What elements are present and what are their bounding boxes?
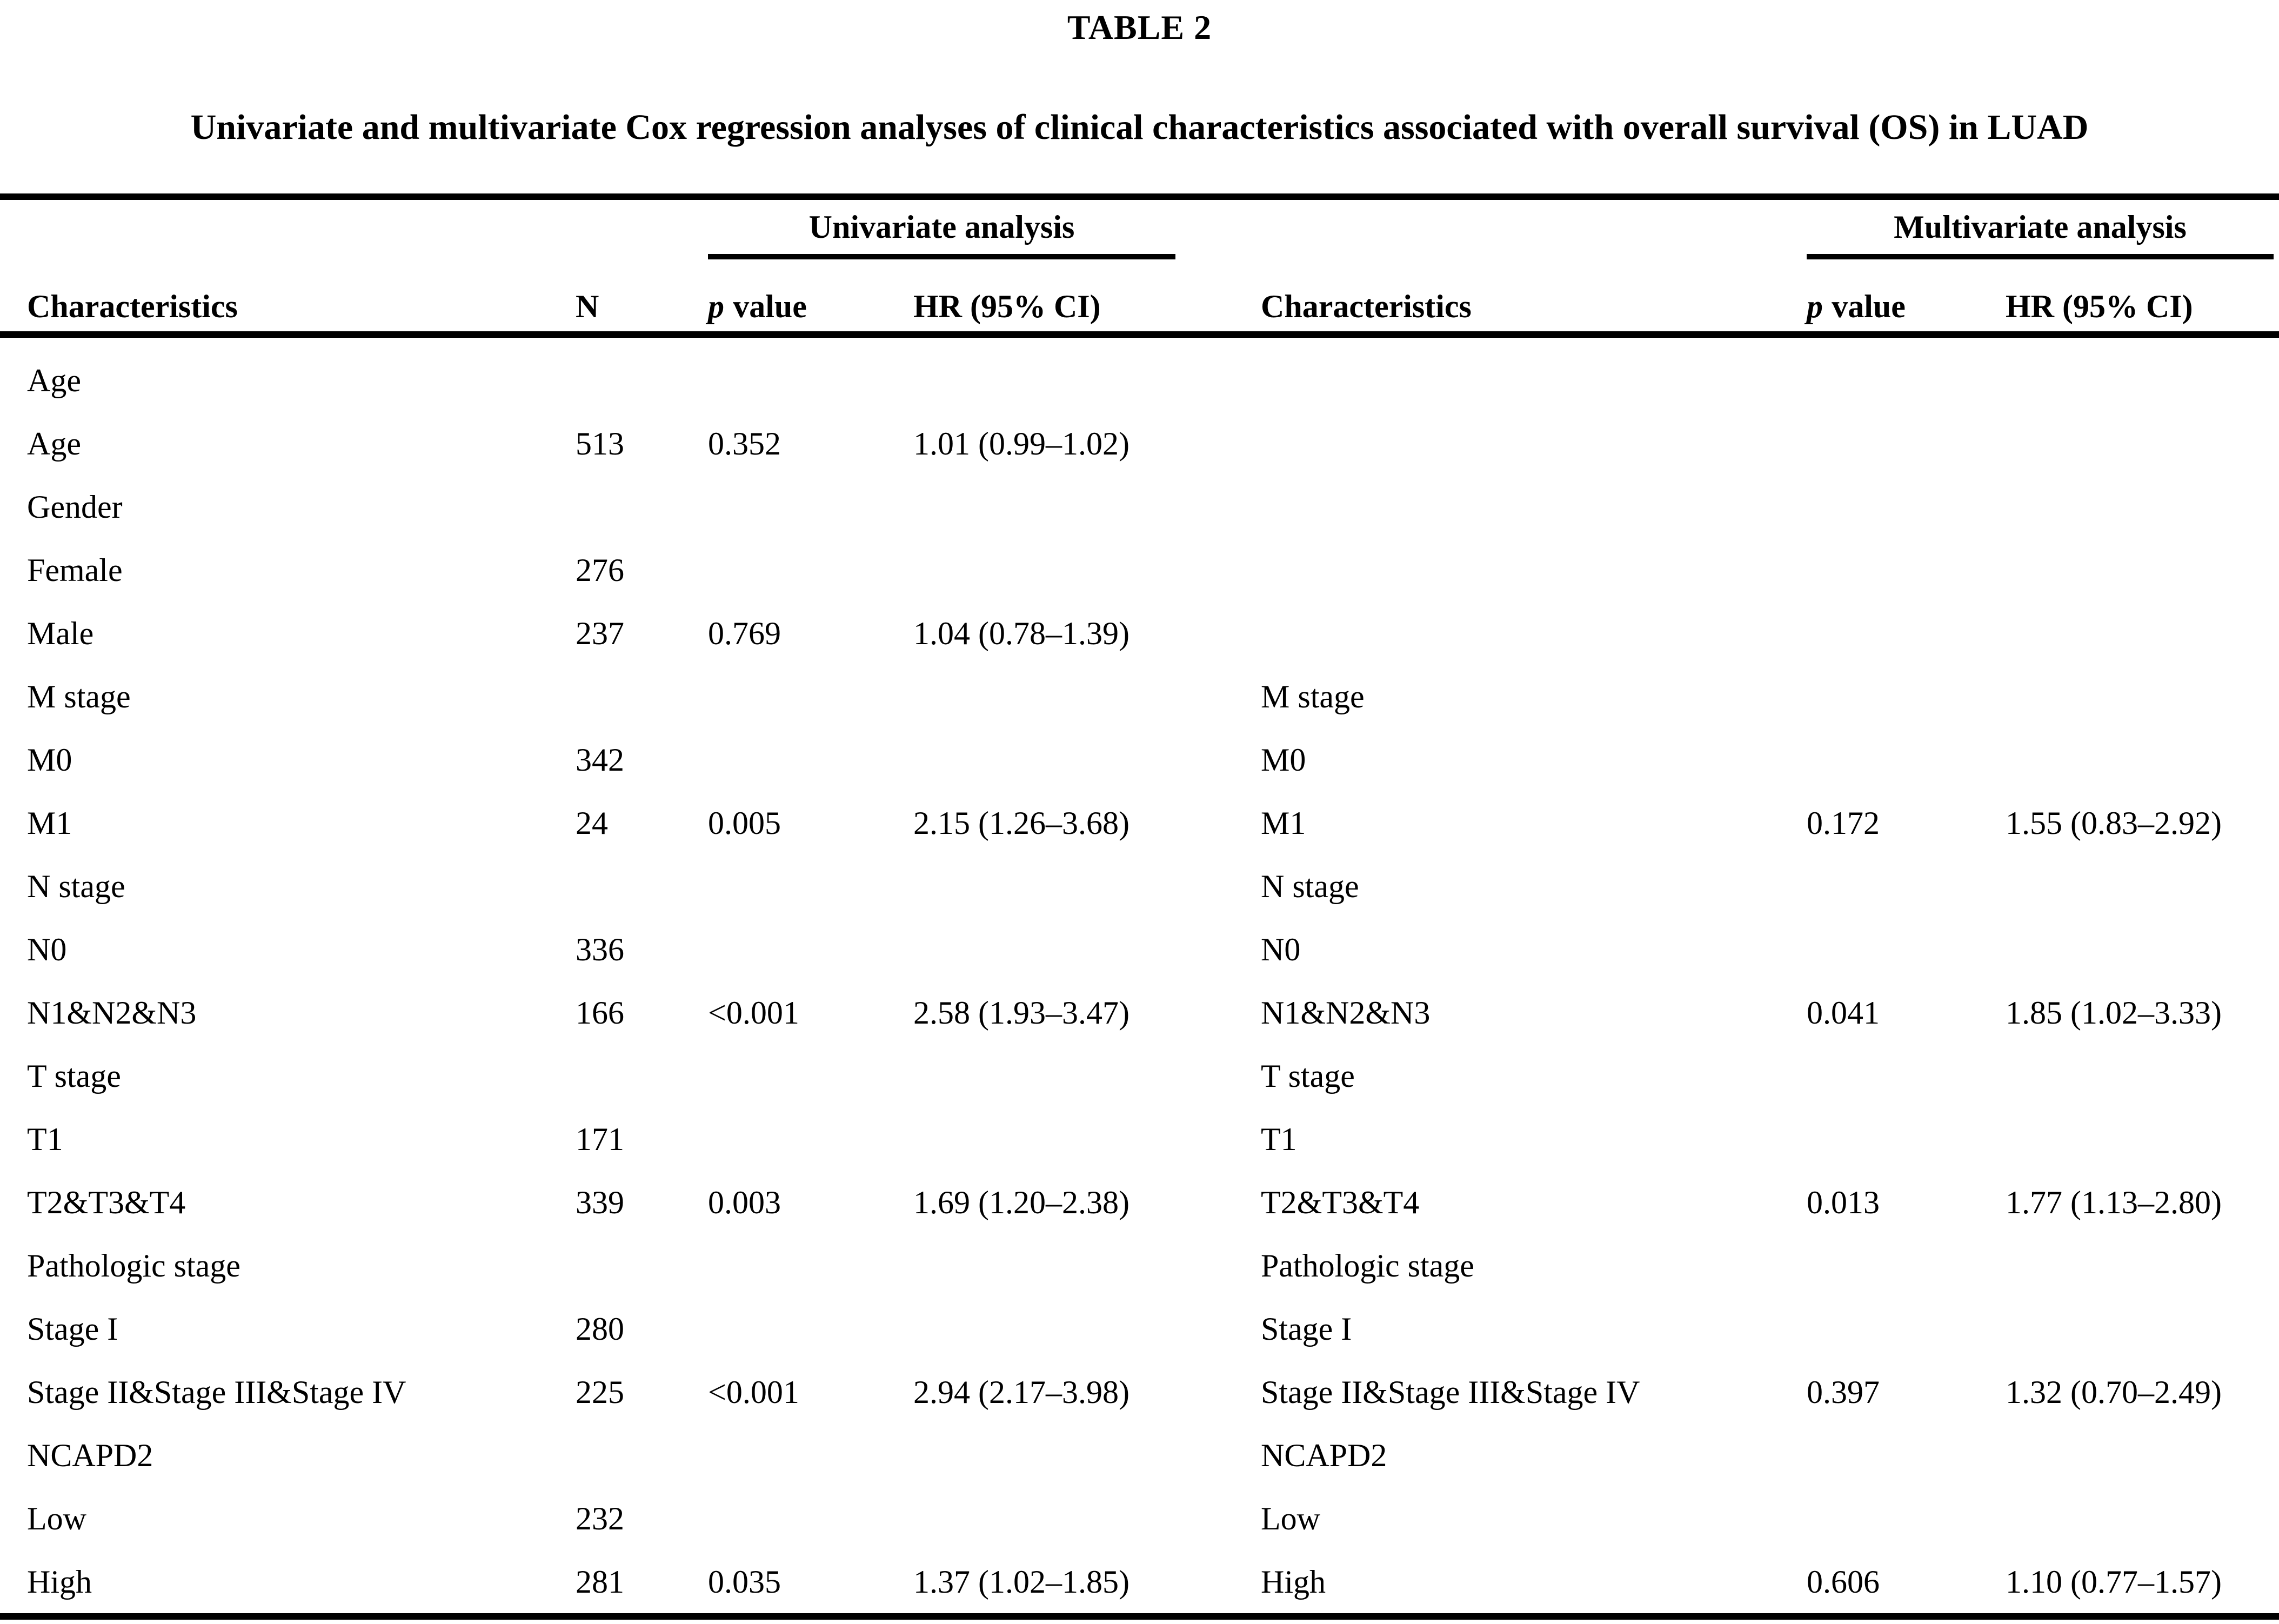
cell-characteristic-multi: T stage <box>1261 1058 1355 1094</box>
cell-characteristic-uni: T1 <box>27 1121 63 1157</box>
cell-hr-multi: 1.85 (1.02–3.33) <box>2006 994 2222 1031</box>
cell-n: 232 <box>576 1500 624 1536</box>
table-header <box>0 200 2279 331</box>
p-value-label-multi: value <box>1832 289 1906 324</box>
cell-hr-uni: 1.37 (1.02–1.85) <box>913 1563 1130 1600</box>
cell-p-multi <box>1807 665 2006 728</box>
gutter-cell <box>0 665 27 728</box>
cell-characteristic-uni: Low <box>27 1500 86 1536</box>
cell-p-uni <box>708 1487 913 1550</box>
cell-characteristic-multi: M0 <box>1261 741 1306 778</box>
cell-characteristic-uni: NCAPD2 <box>27 1437 153 1473</box>
cell-p-uni <box>708 665 913 728</box>
gutter-cell <box>0 475 27 538</box>
cell-characteristic-uni: Age <box>27 425 81 462</box>
cell-hr-multi <box>2006 538 2279 602</box>
univariate-group-header: Univariate analysis <box>708 200 1175 259</box>
cell-characteristic-uni: High <box>27 1563 92 1600</box>
cell-p-uni <box>708 475 913 538</box>
cell-hr-uni <box>913 1487 1261 1550</box>
cell-hr-uni: 2.58 (1.93–3.47) <box>913 994 1130 1031</box>
cell-p-multi <box>1807 854 2006 918</box>
cell-characteristic-uni: Gender <box>27 489 123 525</box>
cell-n: 339 <box>576 1184 624 1220</box>
cell-characteristic-multi <box>1261 538 1807 602</box>
cell-hr-uni: 1.01 (0.99–1.02) <box>913 425 1130 462</box>
p-value-label-uni: value <box>733 289 807 324</box>
gutter-cell <box>0 1234 27 1297</box>
cell-hr-multi <box>2006 412 2279 475</box>
cell-p-multi <box>1807 1044 2006 1107</box>
gutter-cell <box>0 728 27 791</box>
cell-p-uni <box>708 349 913 412</box>
cell-p-multi <box>1807 349 2006 412</box>
cell-hr-multi <box>2006 854 2279 918</box>
p-italic-uni: p <box>708 289 724 324</box>
gutter-cell <box>0 854 27 918</box>
cell-hr-multi <box>2006 1234 2279 1297</box>
cell-hr-multi: 1.55 (0.83–2.92) <box>2006 805 2222 841</box>
cell-p-multi: 0.606 <box>1807 1563 1880 1600</box>
cell-characteristic-uni: Stage II&Stage III&Stage IV <box>27 1374 406 1410</box>
cell-p-multi <box>1807 1107 2006 1171</box>
gutter-cell <box>0 791 27 854</box>
cell-n <box>576 854 708 918</box>
cell-characteristic-multi <box>1261 602 1807 665</box>
cell-p-uni: <0.001 <box>708 1374 799 1410</box>
cell-characteristic-multi: Stage I <box>1261 1311 1352 1347</box>
cell-characteristic-multi <box>1261 349 1807 412</box>
cell-p-multi <box>1807 475 2006 538</box>
cell-p-uni: 0.352 <box>708 425 781 462</box>
cell-characteristic-multi <box>1261 475 1807 538</box>
cell-hr-uni <box>913 1044 1261 1107</box>
cell-p-uni <box>708 1423 913 1487</box>
col-header-characteristics-uni: Characteristics <box>27 289 238 324</box>
cell-p-multi: 0.397 <box>1807 1374 1880 1410</box>
cell-characteristic-uni: N stage <box>27 868 125 904</box>
cell-hr-multi: 1.77 (1.13–2.80) <box>2006 1184 2222 1220</box>
cell-p-uni: <0.001 <box>708 994 799 1031</box>
cell-characteristic-uni: Pathologic stage <box>27 1247 240 1284</box>
cell-n: 24 <box>576 805 608 841</box>
cell-n: 336 <box>576 931 624 967</box>
cell-p-uni: 0.005 <box>708 805 781 841</box>
cell-p-uni <box>708 1044 913 1107</box>
col-header-n: N <box>576 289 599 324</box>
col-header-hr-multi: HR (95% CI) <box>2006 289 2193 324</box>
cell-n <box>576 475 708 538</box>
cell-hr-uni <box>913 349 1261 412</box>
cell-characteristic-uni: M1 <box>27 805 72 841</box>
cell-hr-multi <box>2006 918 2279 981</box>
gutter-cell <box>0 1107 27 1171</box>
cell-p-multi <box>1807 1234 2006 1297</box>
table-caption: Univariate and multivariate Cox regression analyses of clinical characteristics associated with overall survival (OS) in LUAD <box>190 108 2089 147</box>
cell-characteristic-uni: T2&T3&T4 <box>27 1184 186 1220</box>
cell-n: 237 <box>576 615 624 651</box>
col-header-p-value-uni <box>708 259 913 331</box>
cell-n: 166 <box>576 994 624 1031</box>
cell-hr-uni <box>913 1297 1261 1360</box>
cell-hr-uni <box>913 1423 1261 1487</box>
cell-n <box>576 349 708 412</box>
cell-n <box>576 1044 708 1107</box>
cell-characteristic-uni: T stage <box>27 1058 121 1094</box>
cell-characteristic-multi: N1&N2&N3 <box>1261 994 1431 1031</box>
cell-characteristic-multi: M1 <box>1261 805 1306 841</box>
cell-p-multi: 0.041 <box>1807 994 1880 1031</box>
cell-p-uni <box>708 538 913 602</box>
cell-p-multi <box>1807 1297 2006 1360</box>
cell-n: 513 <box>576 425 624 462</box>
cell-characteristic-multi: T2&T3&T4 <box>1261 1184 1420 1220</box>
cell-hr-uni: 1.04 (0.78–1.39) <box>913 615 1130 651</box>
gutter-cell <box>0 918 27 981</box>
cell-hr-uni <box>913 1107 1261 1171</box>
cell-p-multi <box>1807 538 2006 602</box>
cell-p-multi <box>1807 1487 2006 1550</box>
gutter-cell <box>0 602 27 665</box>
col-header-p-value-multi <box>1807 259 2006 331</box>
cell-hr-uni <box>913 538 1261 602</box>
cell-characteristic-multi: NCAPD2 <box>1261 1437 1387 1473</box>
cell-hr-uni: 2.15 (1.26–3.68) <box>913 805 1130 841</box>
gutter-cell <box>0 1487 27 1550</box>
cell-hr-multi: 1.32 (0.70–2.49) <box>2006 1374 2222 1410</box>
cell-n <box>576 665 708 728</box>
gutter-cell <box>0 981 27 1044</box>
gutter-cell <box>0 1423 27 1487</box>
cell-hr-uni <box>913 1234 1261 1297</box>
gutter-cell <box>0 1297 27 1360</box>
cell-n <box>576 1423 708 1487</box>
cell-characteristic-multi: N0 <box>1261 931 1301 967</box>
cell-n: 276 <box>576 552 624 588</box>
cell-characteristic-uni: Age <box>27 362 81 398</box>
cell-hr-multi <box>2006 1107 2279 1171</box>
cell-p-uni <box>708 728 913 791</box>
cell-p-uni <box>708 918 913 981</box>
gutter-cell <box>0 349 27 412</box>
cell-p-uni <box>708 1107 913 1171</box>
cell-p-uni <box>708 854 913 918</box>
gutter-cell <box>0 1044 27 1107</box>
cell-characteristic-multi <box>1261 412 1807 475</box>
col-header-characteristics-multi: Characteristics <box>1261 289 1472 324</box>
col-header-hr-uni: HR (95% CI) <box>913 289 1101 324</box>
cell-characteristic-uni: Female <box>27 552 123 588</box>
cell-characteristic-multi: M stage <box>1261 678 1365 714</box>
cell-p-multi: 0.172 <box>1807 805 1880 841</box>
cell-characteristic-multi: Pathologic stage <box>1261 1247 1474 1284</box>
cell-characteristic-uni: N1&N2&N3 <box>27 994 197 1031</box>
gutter-cell <box>0 1171 27 1234</box>
table-top-rule <box>0 193 2279 200</box>
table-body <box>0 338 2279 1613</box>
cell-p-multi <box>1807 602 2006 665</box>
cell-p-multi: 0.013 <box>1807 1184 1880 1220</box>
cell-characteristic-multi: T1 <box>1261 1121 1297 1157</box>
cell-hr-multi <box>2006 475 2279 538</box>
cell-n: 225 <box>576 1374 624 1410</box>
cell-p-uni <box>708 1234 913 1297</box>
cell-p-multi <box>1807 1423 2006 1487</box>
table-bottom-rule <box>0 1613 2279 1620</box>
cell-hr-multi <box>2006 1297 2279 1360</box>
cell-characteristic-uni: N0 <box>27 931 67 967</box>
cell-characteristic-uni: M stage <box>27 678 131 714</box>
cell-n: 280 <box>576 1311 624 1347</box>
cell-hr-uni <box>913 854 1261 918</box>
gutter-cell <box>0 1360 27 1423</box>
cell-hr-uni <box>913 728 1261 791</box>
cox-regression-table <box>0 193 2279 1620</box>
cell-p-multi <box>1807 728 2006 791</box>
gutter-cell <box>0 538 27 602</box>
cell-n <box>576 1234 708 1297</box>
cell-characteristic-multi: N stage <box>1261 868 1359 904</box>
cell-hr-multi <box>2006 602 2279 665</box>
cell-hr-uni <box>913 475 1261 538</box>
cell-characteristic-multi: High <box>1261 1563 1326 1600</box>
cell-hr-multi: 1.10 (0.77–1.57) <box>2006 1563 2222 1600</box>
cell-characteristic-uni: M0 <box>27 741 72 778</box>
cell-p-uni <box>708 1297 913 1360</box>
cell-hr-multi <box>2006 728 2279 791</box>
table-number-title: TABLE 2 <box>1067 8 1212 46</box>
cell-p-multi <box>1807 918 2006 981</box>
cell-hr-multi <box>2006 665 2279 728</box>
cell-characteristic-uni: Male <box>27 615 94 651</box>
gutter-cell <box>0 1550 27 1613</box>
cell-n: 171 <box>576 1121 624 1157</box>
cell-hr-uni: 2.94 (2.17–3.98) <box>913 1374 1130 1410</box>
cell-hr-multi <box>2006 349 2279 412</box>
gutter-cell <box>0 412 27 475</box>
cell-p-uni: 0.035 <box>708 1563 781 1600</box>
cell-p-uni: 0.769 <box>708 615 781 651</box>
cell-p-multi <box>1807 412 2006 475</box>
multivariate-group-header: Multivariate analysis <box>1807 200 2274 259</box>
cell-n: 342 <box>576 741 624 778</box>
cell-hr-multi <box>2006 1044 2279 1107</box>
cell-hr-uni <box>913 918 1261 981</box>
cell-hr-uni: 1.69 (1.20–2.38) <box>913 1184 1130 1220</box>
cell-n: 281 <box>576 1563 624 1600</box>
cell-characteristic-multi: Stage II&Stage III&Stage IV <box>1261 1374 1640 1410</box>
p-italic-multi: p <box>1807 289 1823 324</box>
cell-hr-multi <box>2006 1487 2279 1550</box>
cell-hr-multi <box>2006 1423 2279 1487</box>
cell-characteristic-uni: Stage I <box>27 1311 118 1347</box>
cell-p-uni: 0.003 <box>708 1184 781 1220</box>
cell-hr-uni <box>913 665 1261 728</box>
cell-characteristic-multi: Low <box>1261 1500 1320 1536</box>
table-header-rule <box>0 331 2279 338</box>
